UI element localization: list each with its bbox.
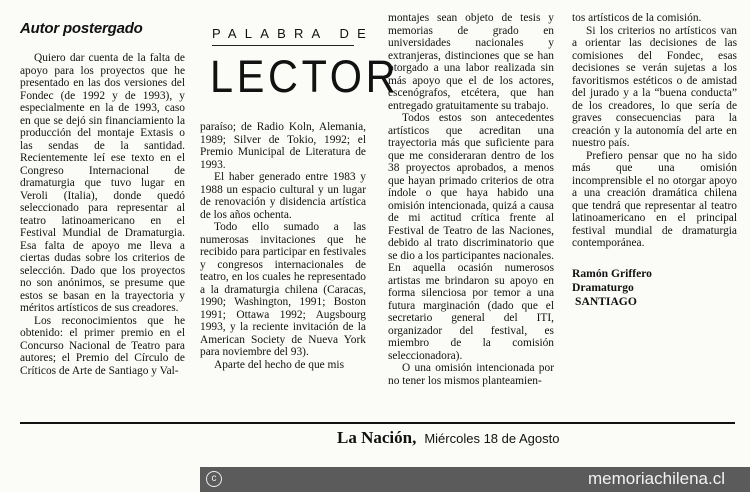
article-column-4 [572, 12, 737, 250]
paragraph: El haber generado entre 1983 y 1988 un espacio cultural y un lugar de renovación y disidencia artística de los años ochenta. [200, 171, 366, 221]
paragraph: Quiero dar cuenta de la falta de apoyo para los proyectos que he presentado en las dos versiones del Fondec (de 1992 y de 1993), y especialmente en la de 1993, caso en que se dejó sin financiamiento la producción del montaje Extasis o las sendas de la santidad. Recientemente leí ese texto en el Congreso Internacional de dramaturgia que tuvo lugar en Veroli (Italia), donde quedó seleccionado para representar al teatro latinoamericano en el Festival Mundial de Dramaturgia. Esa falta de apoyo me lleva a ciertas dudas sobre los criterios de selección. Dado que los proyectos no son anónimos, se presume que estos se basan en la trayectoria y méritos artísticos de sus creadores. [20, 52, 185, 314]
paragraph: Si los criterios no artísticos van a orientar las decisiones de las comisiones del Fondec, esas decisiones se verán sujetas a los favoritismos estéticos o de amistad del jurado y a la “buena conducta” de los creadores, lo que sería de graves consecuencias para la creación y la autonomía del arte en nuestro país. [572, 24, 737, 149]
signature-city: SANTIAGO [575, 295, 637, 308]
paragraph: O una omisión intencionada por no tener los mismos planteamien- [388, 362, 554, 387]
paragraph: tos artísticos de la comisión. [572, 12, 702, 24]
signature-role: Dramaturgo [572, 281, 634, 294]
publication-date: Miércoles 18 de Agosto [424, 431, 560, 446]
article-headline: Autor postergado [20, 20, 143, 37]
paragraph: Aparte del hecho de que mis [214, 358, 344, 371]
section-label-top: PALABRA DE [212, 26, 374, 41]
article-column-1 [20, 52, 185, 377]
article-column-2 [200, 121, 366, 371]
paragraph: Prefiero pensar que no ha sido más que una omisión incomprensible el no otorgar apoyo a una creación dramática chilena que tendrá que representar al teatro latinoamericano en el principal festival mundial de dramaturgia contemporánea. [572, 149, 737, 249]
copyright-icon: c [206, 471, 222, 487]
signature-name: Ramón Griffero [572, 267, 652, 280]
footer [337, 428, 559, 448]
section-label-big: LECTOR [210, 51, 400, 102]
paragraph: montajes sean objeto de tesis y memorias de grado en universidades nacionales y extranjeras, distinciones que se han otorgado a una labor realizada sin más apoyo que el de los actores, escenógrafos, etcétera, que han entregado gratuitamente su trabajo. [388, 12, 554, 112]
paragraph: Todo ello sumado a las numerosas invitaciones que he recibido para participar en festivales y congresos internacionales de teatro, en los cuales he representado a la dramaturgia chilena (Caracas, 1990; Washington, 1991; Boston 1991; Ottawa 1992; Augsbourg 1993, y la reciente invitación de la American Society de Nueva York para noviembre del 93). [200, 221, 366, 358]
watermark-site: memoriachilena.cl [588, 469, 725, 488]
paragraph: paraíso; de Radio Koln, Alemania, 1989; Silver de Tokio, 1992; el Premio Municipal de Literatura de 1993. [200, 121, 366, 171]
footer-rule [20, 422, 735, 424]
publication-name: La Nación, [337, 428, 417, 447]
section-label-rule [212, 45, 354, 46]
paragraph: Todos estos son antecedentes artísticos que acreditan una trayectoria más que suficiente para que me consideraran dentro de los 38 proyectos aprobados, a menos que hayan primado criterios de otra índole o que haya habido una omisión intencionada, quizá a causa de mi actitud crítica frente al Festival de Teatro de las Naciones, debido al trato discriminatorio que se dio a los participantes nacionales. En aquella ocasión numerosos artistas me brindaron su apoyo en forma silenciosa por temor a una futura marginación (dado que el secretario general del ITI, organizador del festival, es miembro de la comisión seleccionadora). [388, 112, 554, 362]
paragraph: Los reconocimientos que he obtenido: el primer premio en el Concurso Nacional de Teatro para autores; el Premio del Círculo de Críticos de Arte de Santiago y Val- [20, 314, 185, 377]
article-column-3 [388, 12, 554, 387]
signature-block [572, 267, 652, 309]
